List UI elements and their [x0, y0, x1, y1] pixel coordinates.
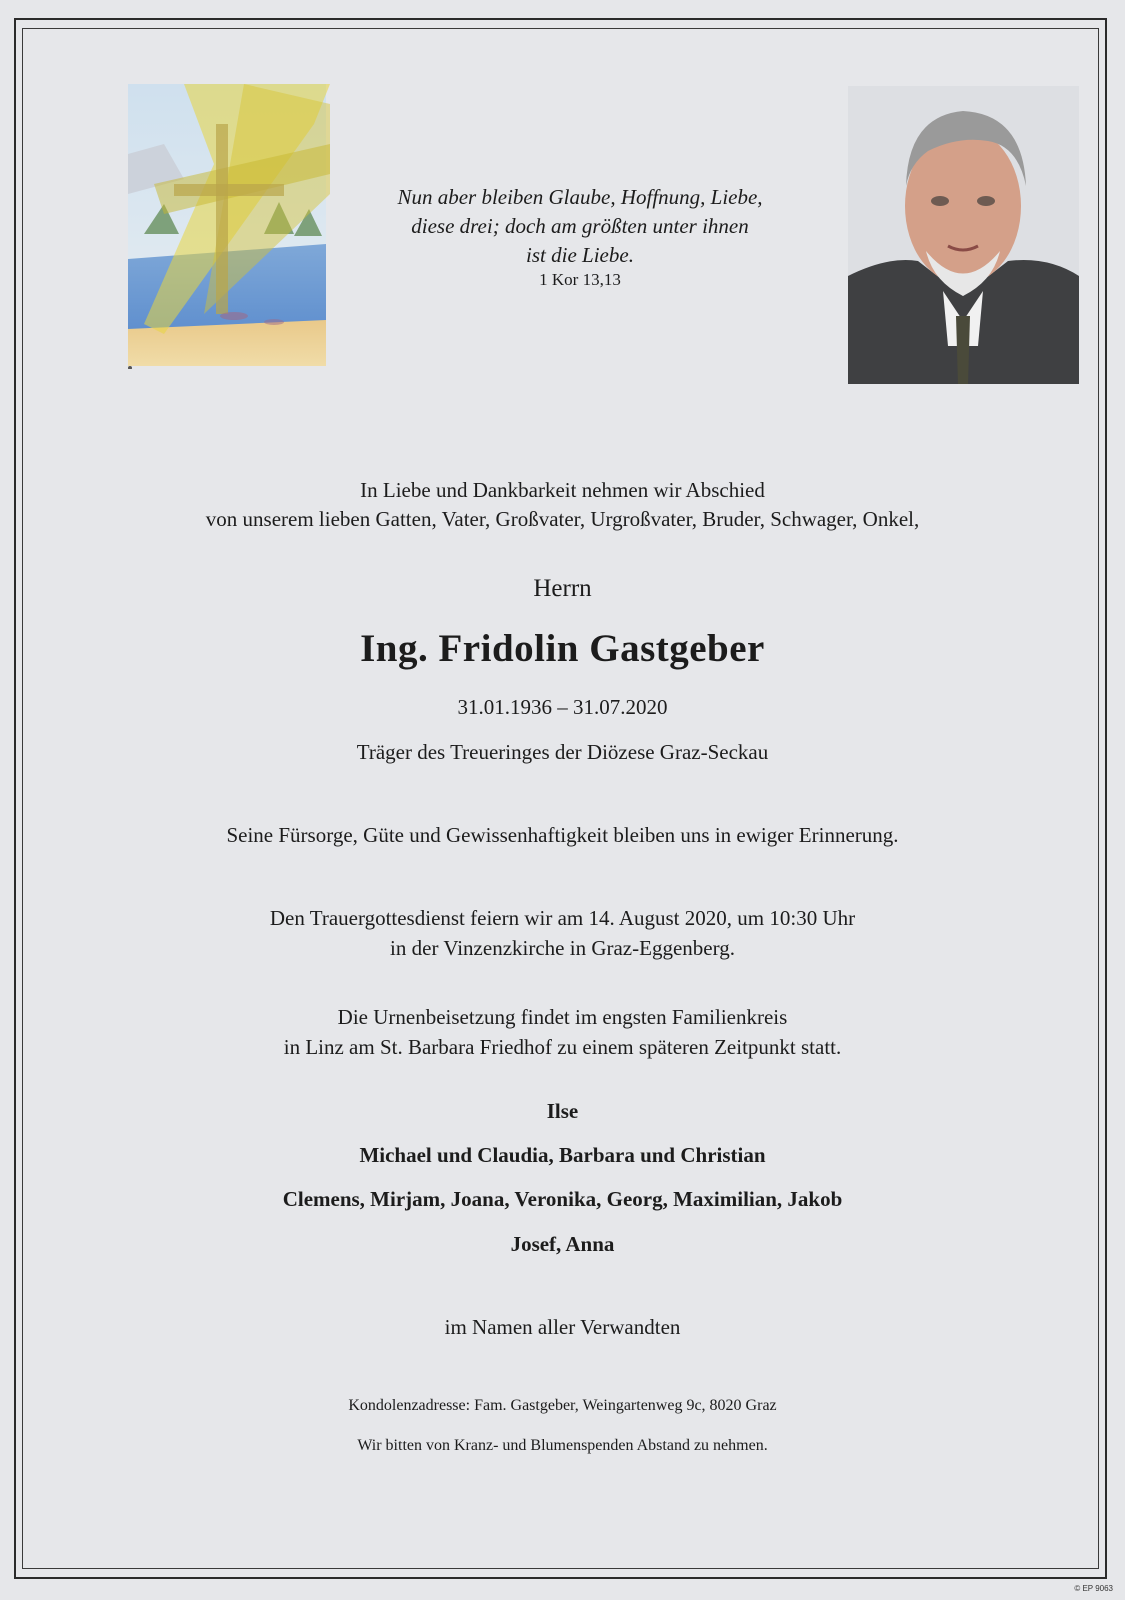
relatives-line: im Namen aller Verwandten — [444, 1315, 681, 1339]
service-line: Den Trauergottesdienst feiern wir am 14. August 2020, um 10:30 Uhr — [269, 906, 856, 930]
intro-line: In Liebe und Dankbarkeit nehmen wir Abschied — [360, 478, 765, 502]
honor-line: Träger des Treueringes der Diözese Graz-Seckau — [356, 740, 769, 764]
farewell-intro — [60, 476, 1065, 534]
deceased-name: Ing. Fridolin Gastgeber — [360, 627, 765, 670]
mourner-line: Michael und Claudia, Barbara und Christian — [359, 1143, 766, 1167]
mourner-line: Clemens, Mirjam, Joana, Veronika, Georg, Maximilian, Jakob — [282, 1187, 843, 1211]
print-code: © EP 9063 — [1074, 1584, 1113, 1593]
urn-burial-info — [60, 1002, 1065, 1062]
condolence-address: Kondolenzadresse: Fam. Gastgeber, Weingartenweg 9c, 8020 Graz — [348, 1397, 777, 1414]
quote-line: diese drei; doch am größten unter ihnen — [411, 214, 749, 238]
urn-line: in Linz am St. Barbara Friedhof zu einem späteren Zeitpunkt statt. — [283, 1035, 842, 1059]
service-line: in der Vinzenzkirche in Graz-Eggenberg. — [390, 936, 735, 960]
intro-line: von unserem lieben Gatten, Vater, Großvater, Urgroßvater, Bruder, Schwager, Onkel, — [205, 507, 920, 531]
quote-line: Nun aber bleiben Glaube, Hoffnung, Liebe, — [397, 185, 763, 209]
donation-request: Wir bitten von Kranz- und Blumenspenden Abstand zu nehmen. — [357, 1437, 768, 1454]
salutation: Herrn — [533, 575, 592, 602]
bible-quote — [340, 183, 820, 270]
mourner-line: Ilse — [546, 1099, 579, 1123]
quote-reference: 1 Kor 13,13 — [539, 270, 621, 289]
service-info — [60, 903, 1065, 963]
quote-line: ist die Liebe. — [526, 243, 634, 267]
urn-line: Die Urnenbeisetzung findet im engsten Familienkreis — [337, 1005, 788, 1029]
memory-line: Seine Fürsorge, Güte und Gewissenhaftigkeit bleiben uns in ewiger Erinnerung. — [226, 823, 899, 847]
mourner-line: Josef, Anna — [510, 1232, 615, 1256]
life-dates: 31.01.1936 – 31.07.2020 — [457, 695, 668, 719]
watercolor-painting — [124, 84, 330, 369]
portrait-photo — [848, 86, 1079, 384]
